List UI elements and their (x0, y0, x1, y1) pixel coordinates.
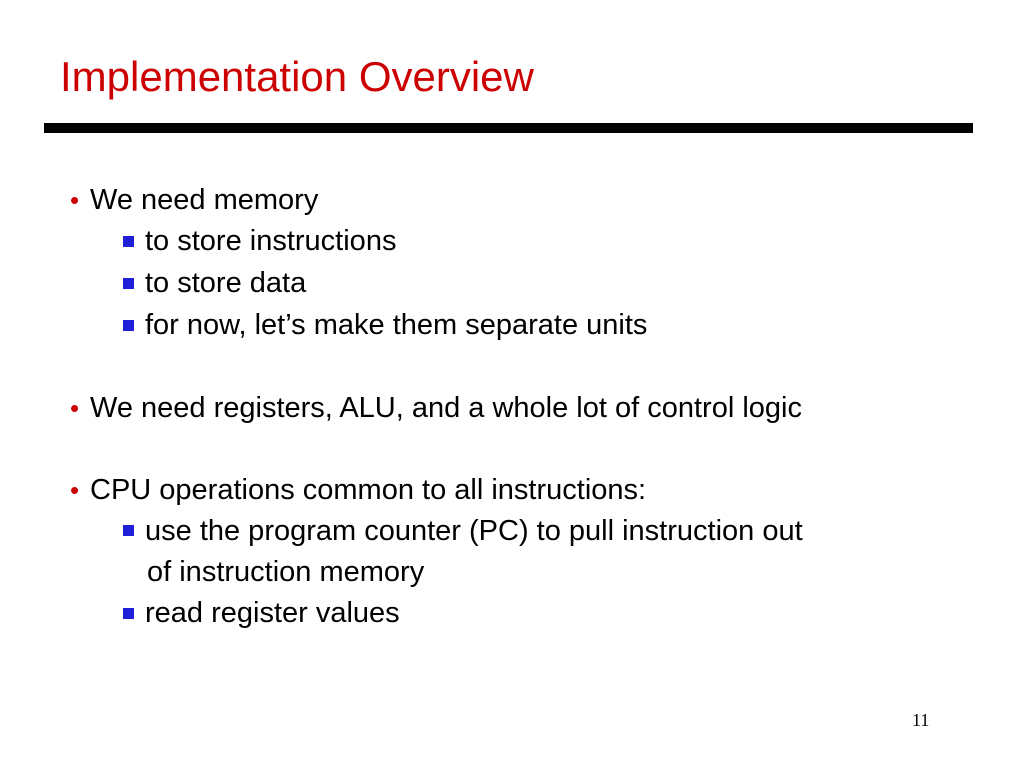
bullet-item (70, 470, 970, 511)
bullet-text: We need memory (90, 184, 319, 216)
bullet-item (70, 388, 970, 429)
slide-title: Implementation Overview (60, 53, 534, 100)
spacer (70, 347, 970, 388)
square-bullet-icon (123, 302, 145, 343)
bullet-item (70, 180, 970, 221)
bullet-text: We need registers, ALU, and a whole lot of control logic (90, 391, 802, 424)
page-number: 11 (912, 710, 930, 730)
sub-bullet-text: to store instructions (145, 225, 397, 257)
sub-bullet-continuation: of instruction memory (147, 556, 425, 589)
sub-bullet-item (123, 511, 970, 553)
sub-bullet-text: for now, let’s make them separate units (145, 308, 648, 341)
sub-bullet-item (123, 263, 970, 305)
bullet-dot-icon: • (70, 392, 80, 423)
sub-bullet-text: use the program counter (PC) to pull instruction out (145, 514, 803, 547)
bullet-dot-icon: • (70, 474, 80, 505)
slide-content (70, 180, 970, 635)
spacer (70, 429, 970, 470)
square-bullet-icon (123, 590, 145, 631)
square-bullet-icon (123, 507, 145, 548)
sub-bullet-item (123, 305, 970, 347)
title-divider (44, 123, 973, 133)
sub-bullet-item (123, 593, 970, 635)
sub-bullet-text: to store data (145, 266, 307, 299)
sub-bullet-item (123, 221, 970, 263)
sub-bullet-text: read register values (145, 597, 400, 630)
square-bullet-icon (123, 218, 145, 259)
bullet-dot-icon: • (70, 185, 80, 215)
bullet-text: CPU operations common to all instructions: (90, 473, 647, 506)
square-bullet-icon (123, 260, 145, 301)
